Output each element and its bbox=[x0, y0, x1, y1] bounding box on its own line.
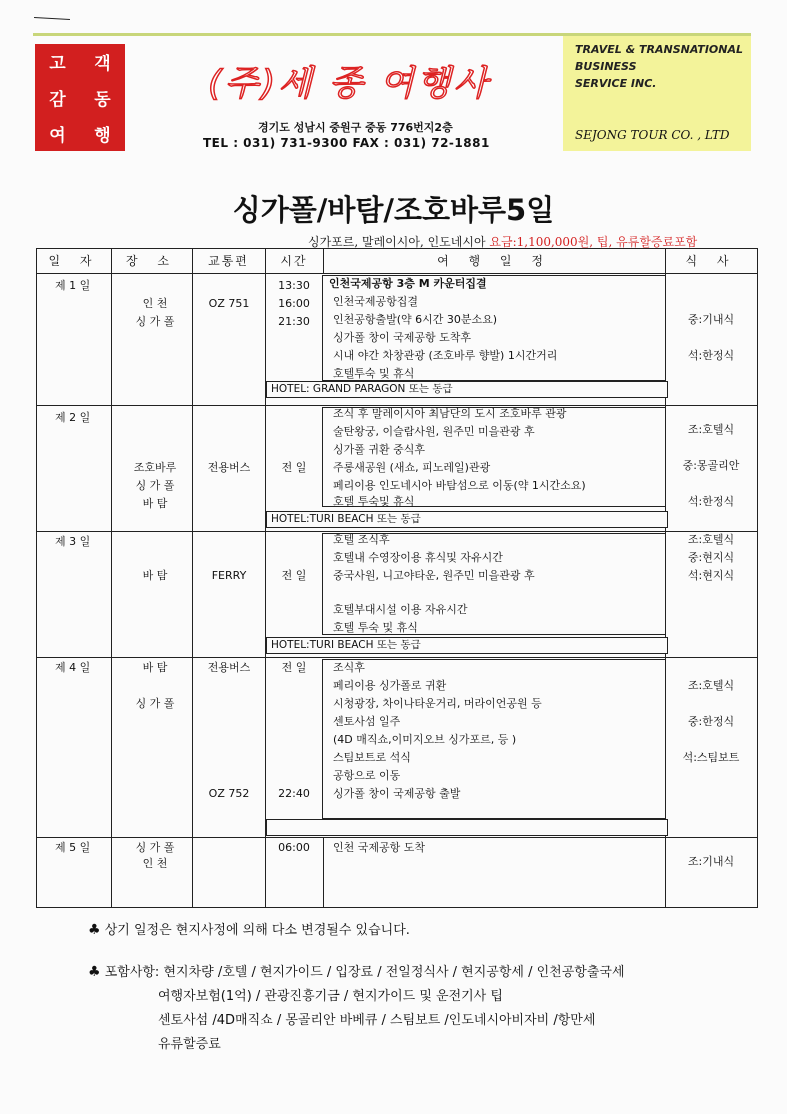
meal: 조:호텔식 bbox=[687, 423, 735, 436]
slogan-char: 고 bbox=[49, 54, 66, 75]
club-icon: ♣ bbox=[88, 964, 101, 980]
note-text: 상기 일정은 현지사정에 의해 다소 변경될수 있습니다. bbox=[104, 923, 410, 938]
day-label: 제 3 일 bbox=[55, 535, 91, 548]
place: 싱 가 폴 bbox=[135, 841, 175, 854]
meal: 석:한정식 bbox=[687, 495, 735, 508]
club-icon: ♣ bbox=[88, 922, 101, 938]
slogan-char: 행 bbox=[94, 125, 111, 146]
place: 바 탐 bbox=[142, 497, 168, 510]
itinerary-table bbox=[36, 248, 758, 908]
place: 인 천 bbox=[142, 857, 168, 870]
schedule-line: 센토사섬 일주 bbox=[333, 715, 401, 728]
schedule-line: 시내 야간 차창관광 (조호바루 향발) 1시간거리 bbox=[333, 349, 558, 362]
time: 13:30 bbox=[278, 279, 310, 292]
hotel-info: HOTEL: GRAND PARAGON 또는 동급 bbox=[266, 381, 668, 398]
slogan-block bbox=[35, 44, 125, 151]
included-line: 여행자보험(1억) / 관광진흥기금 / 현지가이드 및 운전기사 팁 bbox=[158, 989, 503, 1004]
company-name: (주)세 종 여행사 bbox=[208, 64, 491, 104]
transport: 전용버스 bbox=[207, 661, 251, 674]
schedule-line: 술탄왕궁, 이슬람사원, 원주민 미을관광 후 bbox=[333, 425, 535, 438]
english-line: TRAVEL & TRANSNATIONAL bbox=[575, 43, 743, 56]
schedule-line: 호텔투숙 및 휴식 bbox=[333, 367, 415, 380]
schedule-line: 스팀보트로 석식 bbox=[333, 751, 411, 764]
hotel-info bbox=[266, 819, 668, 836]
letterhead bbox=[33, 33, 751, 154]
meal: 조:호텔식 bbox=[687, 533, 735, 546]
col-head-schedule: 여 행 일 정 bbox=[437, 254, 551, 268]
schedule-line: 중국사원, 니고야타운, 원주민 미을관광 후 bbox=[333, 569, 535, 582]
time: 전 일 bbox=[281, 661, 307, 674]
schedule-line: 인천국제공항 3층 M 카운터집결 bbox=[329, 277, 487, 290]
meal: 석:한정식 bbox=[687, 349, 735, 362]
col-head-meal: 식 사 bbox=[685, 254, 737, 268]
time: 전 일 bbox=[281, 569, 307, 582]
english-script-name: SEJONG TOUR CO. , LTD bbox=[575, 128, 730, 142]
included-line: 센토사섬 /4D매직쇼 / 몽골리안 바베큐 / 스팀보트 /인도네시아비자비 /항만세 bbox=[158, 1013, 596, 1028]
col-head-time: 시간 bbox=[280, 254, 308, 268]
col-head-transport: 교통편 bbox=[208, 254, 249, 268]
meal: 석:현지식 bbox=[687, 569, 735, 582]
place: 조호바루 bbox=[133, 461, 177, 474]
included-label: 포함사항: bbox=[104, 965, 160, 980]
hotel-info: HOTEL:TURI BEACH 또는 동급 bbox=[266, 511, 668, 528]
transport: FERRY bbox=[211, 569, 247, 582]
grid-line bbox=[37, 837, 757, 838]
english-line: SERVICE INC. bbox=[575, 77, 657, 90]
grid-line bbox=[323, 837, 324, 907]
english-line: BUSINESS bbox=[575, 60, 637, 73]
grid-line bbox=[111, 249, 112, 907]
schedule-line: 싱가폴 창이 국제공항 출발 bbox=[333, 787, 461, 800]
company-phone: TEL : 031) 731-9300 FAX : 031) 72-1881 bbox=[203, 136, 490, 150]
time: 06:00 bbox=[278, 841, 310, 854]
included-text: 현지차량 /호텔 / 현지가이드 / 입장료 / 전일정식사 / 현지공항세 / 인천공항출국세 bbox=[163, 965, 625, 980]
transport: 전용버스 bbox=[207, 461, 251, 474]
time: 전 일 bbox=[281, 461, 307, 474]
meal: 석:스팀보트 bbox=[682, 751, 740, 764]
schedule-line: 인천 국제공항 도착 bbox=[333, 841, 426, 854]
meal: 중:기내식 bbox=[687, 313, 735, 326]
schedule-line: 인천공항출발(약 6시간 30분소요) bbox=[333, 313, 498, 326]
time: 16:00 bbox=[278, 297, 310, 310]
slogan-char: 감 bbox=[49, 89, 66, 110]
place: 바 탐 bbox=[142, 661, 168, 674]
english-name-block bbox=[563, 36, 751, 151]
schedule-line: 호텔 투숙 및 휴식 bbox=[333, 621, 418, 634]
place: 싱 가 폴 bbox=[135, 315, 175, 328]
transport: OZ 751 bbox=[208, 297, 250, 310]
included-line bbox=[88, 960, 625, 985]
place: 싱 가 폴 bbox=[135, 697, 175, 710]
grid-line bbox=[37, 657, 757, 658]
col-head-place: 장 소 bbox=[126, 254, 177, 268]
company-address: 경기도 성남시 중원구 중동 776번지2층 bbox=[258, 121, 453, 134]
schedule-line: 싱가폴 귀환 중식후 bbox=[333, 443, 426, 456]
schedule-line: 호텔부대시설 이용 자유시간 bbox=[333, 603, 468, 616]
schedule-line: 싱가폴 창이 국제공항 도착후 bbox=[333, 331, 472, 344]
grid-line bbox=[323, 249, 324, 273]
day-label: 제 4 일 bbox=[55, 661, 91, 674]
grid-line bbox=[37, 273, 757, 274]
hotel-info: HOTEL:TURI BEACH 또는 동급 bbox=[266, 637, 668, 654]
meal: 조:기내식 bbox=[687, 855, 735, 868]
day-label: 제 5 일 bbox=[55, 841, 91, 854]
meal: 중:몽골리안 bbox=[682, 459, 740, 472]
time: 21:30 bbox=[278, 315, 310, 328]
included-items bbox=[88, 960, 625, 1057]
schedule-line: 페리이용 인도네시아 바탐섬으로 이동(약 1시간소요) bbox=[333, 479, 586, 492]
meal: 조:호텔식 bbox=[687, 679, 735, 692]
english-name bbox=[575, 41, 743, 92]
included-line: 유류할증료 bbox=[158, 1037, 221, 1052]
schedule-line: 조식후 bbox=[333, 661, 365, 674]
note-changes bbox=[88, 918, 410, 943]
transport: OZ 752 bbox=[208, 787, 250, 800]
corner-scribble bbox=[34, 17, 70, 20]
slogan-char: 여 bbox=[49, 125, 66, 146]
schedule-line: 조식 후 말레이시아 최남단의 도시 조호바루 관광 bbox=[333, 407, 567, 420]
slogan-char: 동 bbox=[94, 89, 111, 110]
schedule-line: 호텔내 수영장이용 휴식및 자유시간 bbox=[333, 551, 503, 564]
page-title: 싱가폴/바탐/조호바루5일 bbox=[232, 193, 555, 227]
schedule-line: 시청광장, 차이나타운거리, 머라이언공원 등 bbox=[333, 697, 542, 710]
price-info: 요금:1,100,000원, 팁, 유류할증료포함 bbox=[489, 235, 698, 249]
place: 싱 가 폴 bbox=[135, 479, 175, 492]
slogan-char: 객 bbox=[94, 54, 111, 75]
col-head-day: 일 자 bbox=[48, 254, 100, 268]
meal: 중:한정식 bbox=[687, 715, 735, 728]
countries: 싱가포르, 말레이시아, 인도네시아 bbox=[308, 235, 486, 249]
place: 인 천 bbox=[142, 297, 168, 310]
schedule-line: 주롱새공원 (새쇼, 피노레일)관광 bbox=[333, 461, 491, 474]
time: 22:40 bbox=[278, 787, 310, 800]
schedule-line: 페리이용 싱가폴로 귀환 bbox=[333, 679, 447, 692]
meal: 중:현지식 bbox=[687, 551, 735, 564]
schedule-line: 호텔 투숙및 휴식 bbox=[333, 495, 415, 508]
schedule-line: 호텔 조식후 bbox=[333, 533, 390, 546]
day-label: 제 1 일 bbox=[55, 279, 91, 292]
schedule-line: 공항으로 이동 bbox=[333, 769, 401, 782]
day-label: 제 2 일 bbox=[55, 411, 91, 424]
schedule-line: 인천국제공항집결 bbox=[333, 295, 419, 308]
place: 바 탐 bbox=[142, 569, 168, 582]
schedule-line: (4D 매직쇼,이미지오브 싱가포르, 등 ) bbox=[333, 733, 517, 746]
